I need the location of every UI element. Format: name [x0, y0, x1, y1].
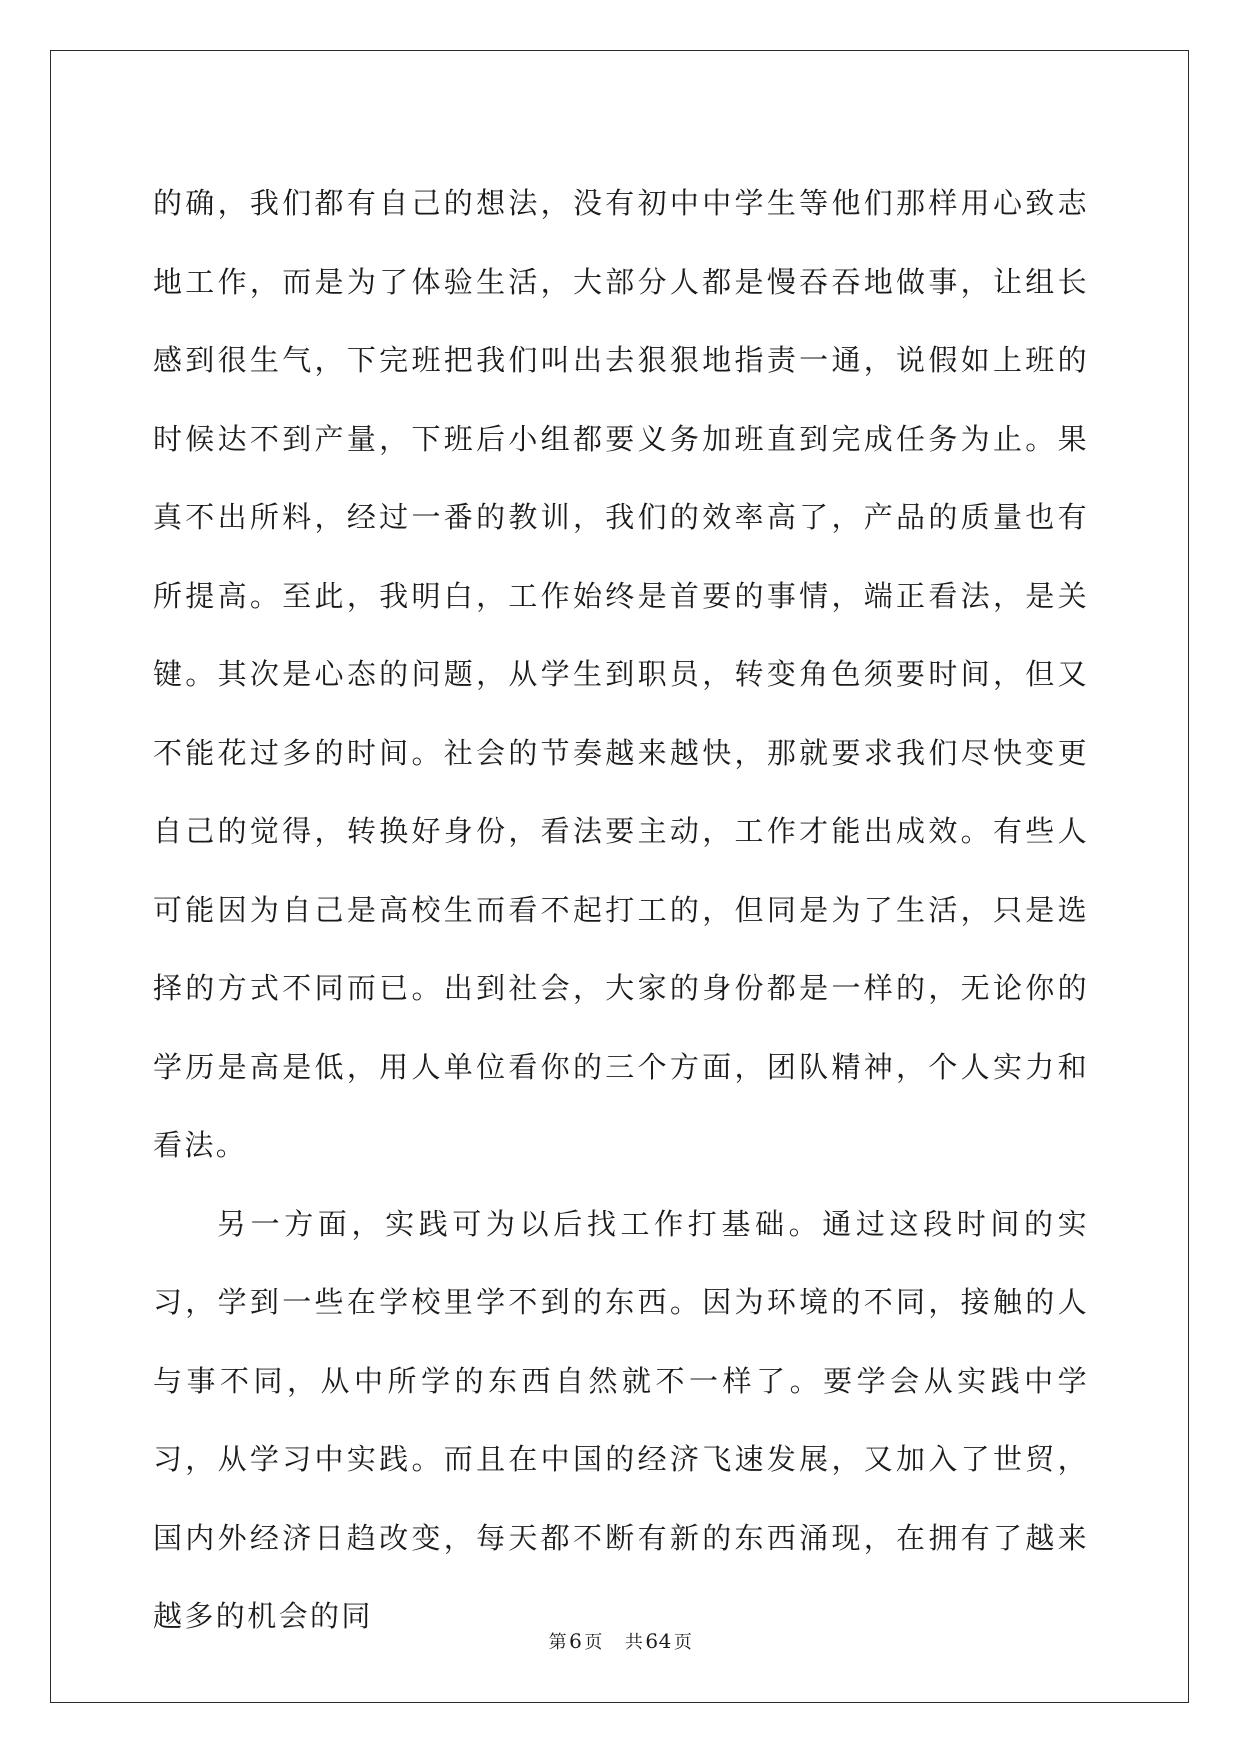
page-suffix: 页	[584, 1632, 603, 1653]
page-number: 6	[569, 1629, 583, 1653]
total-prefix: 共	[624, 1632, 644, 1653]
page-prefix: 第	[548, 1632, 568, 1653]
total-suffix: 页	[673, 1632, 693, 1653]
paragraph-1: 的确，我们都有自己的想法，没有初中中学生等他们那样用心致志地工作，而是为了体验生活，大部分人都是慢吞吞地做事，让组长感到很生气，下完班把我们叫出去狠狠地指责一通，说假如上班的时候达不到产量，下班后小组都要义务加班直到完成任务为止。果真不出所料，经过一番的教训，我们的效率高了，产品的质量也有所提高。至此，我明白，工作始终是首要的事情，端正看法，是关键。其次是心态的问题，从学生到职员，转变角色须要时间，但又不能花过多的时间。社会的节奏越来越快，那就要求我们尽快变更自己的觉得，转换好身份，看法要主动，工作才能出成效。有些人可能因为自己是高校生而看不起打工的，但同是为了生活，只是选择的方式不同而已。出到社会，大家的身份都是一样的，无论你的学历是高是低，用人单位看你的三个方面，团队精神，个人实力和看法。	[153, 186, 1089, 1162]
document-body	[153, 164, 1089, 1656]
paragraph-2: 另一方面，实践可为以后找工作打基础。通过这段时间的实习，学到一些在学校里学不到的东西。因为环境的不同，接触的人与事不同，从中所学的东西自然就不一样了。要学会从实践中学习，从学习中实践。而且在中国的经济飞速发展，又加入了世贸，国内外经济日趋改变，每天都不断有新的东西涌现，在拥有了越来越多的机会的同	[153, 1206, 1089, 1633]
page-footer	[0, 1628, 1241, 1654]
total-pages: 64	[645, 1629, 672, 1653]
